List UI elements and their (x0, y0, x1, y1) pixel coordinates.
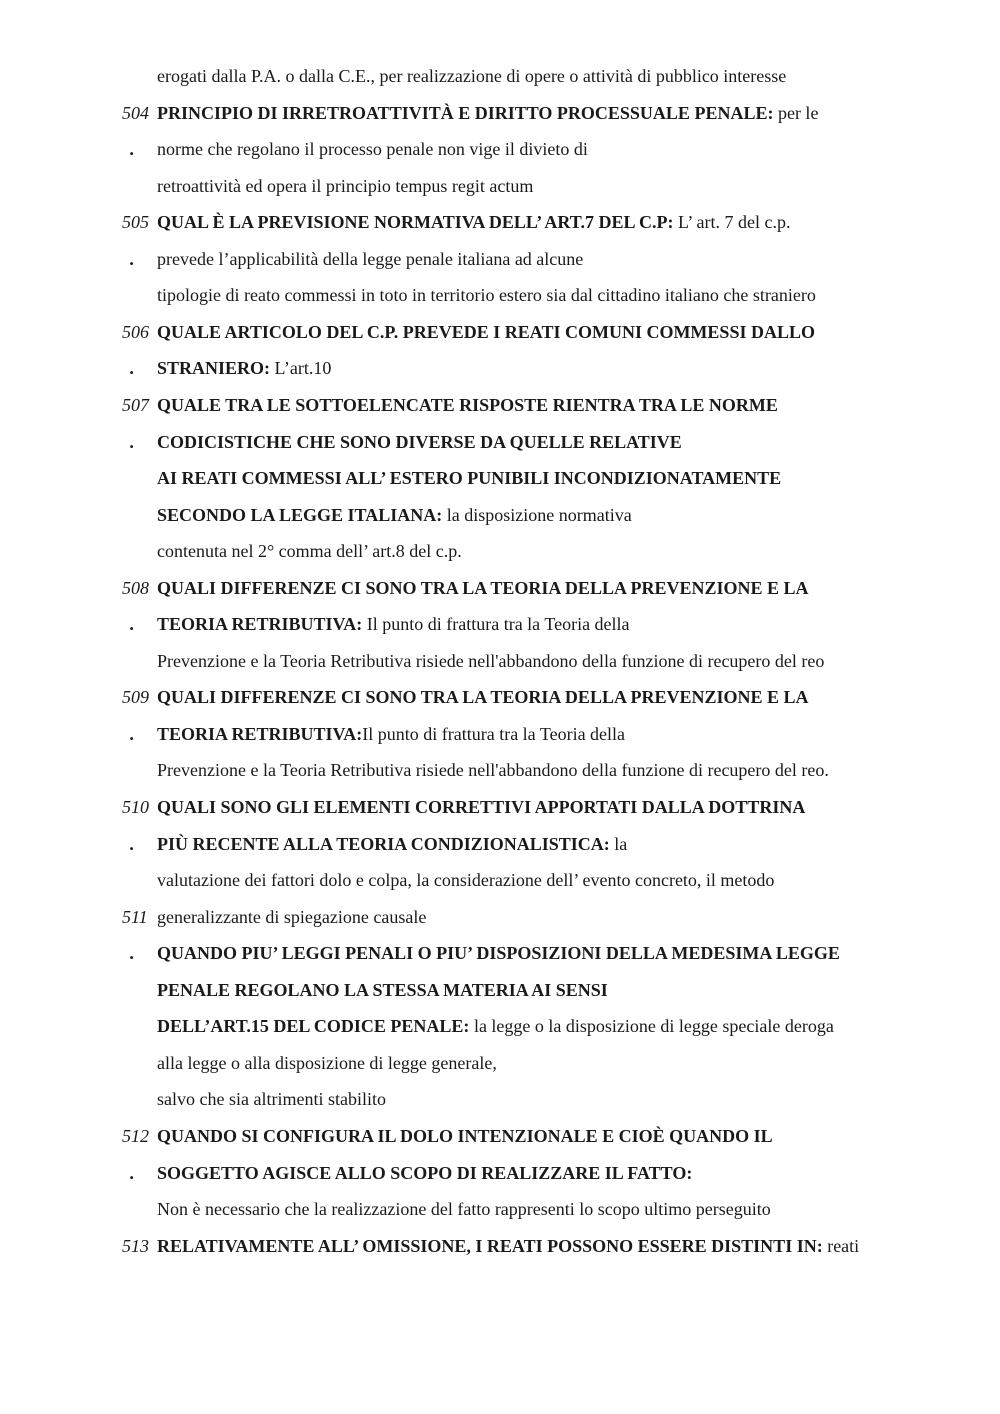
line-text (157, 131, 588, 167)
text-line (0, 643, 1000, 679)
question-text: AI REATI COMMESSI ALL’ ESTERO PUNIBILI INCONDIZIONATAMENTE (157, 468, 782, 489)
question-text: SECONDO LA LEGGE ITALIANA: (157, 504, 443, 525)
line-text (157, 789, 805, 825)
question-number: 505 (122, 212, 149, 233)
line-text (157, 716, 625, 752)
question-number: 510 (122, 797, 149, 817)
answer-text: Non è necessario che la realizzazione del fatto rappresenti lo scopo ultimo perseguito (157, 1199, 771, 1220)
line-text (157, 314, 815, 350)
text-line (0, 1081, 1000, 1117)
answer-text: retroattività ed opera il principio tempus regit actum (157, 175, 534, 196)
question-number: 507 (122, 394, 149, 415)
text-line (0, 606, 1000, 642)
question-number-dot: . (130, 943, 135, 964)
line-text (157, 679, 809, 715)
text-line (0, 899, 1000, 935)
answer-text: norme che regolano il processo penale non vige il divieto di (157, 139, 588, 160)
text-line (0, 1228, 1000, 1264)
question-text: DELL’ART.15 DEL CODICE PENALE: (157, 1016, 470, 1037)
question-number: 513 (122, 1235, 149, 1256)
line-text (157, 95, 818, 131)
question-text: TEORIA RETRIBUTIVA: (157, 614, 363, 635)
text-line (0, 460, 1000, 496)
text-line (0, 1155, 1000, 1191)
answer-text: L’art.10 (270, 358, 332, 379)
line-text (157, 972, 608, 1008)
text-line (0, 350, 1000, 386)
text-line (0, 387, 1000, 423)
text-line (0, 716, 1000, 752)
text-line (0, 826, 1000, 862)
question-text: QUALI DIFFERENZE CI SONO TRA LA TEORIA DELLA PREVENZIONE E LA (157, 577, 809, 598)
question-number: 504 (122, 102, 149, 123)
answer-text: prevede l’applicabilità della legge penale italiana ad alcune (157, 248, 584, 269)
line-text (157, 752, 829, 788)
line-text (157, 899, 426, 935)
answer-text: valutazione dei fattori dolo e colpa, la considerazione dell’ evento concreto, il metodo (157, 870, 775, 891)
text-line (0, 1008, 1000, 1044)
answer-text: reati (822, 1235, 860, 1256)
question-text: SOGGETTO AGISCE ALLO SCOPO DI REALIZZARE IL FATTO: (157, 1162, 693, 1183)
question-number-dot: . (130, 614, 135, 635)
text-line (0, 570, 1000, 606)
question-number: 512 (122, 1125, 149, 1146)
question-text: RELATIVAMENTE ALL’ OMISSIONE, I REATI POSSONO ESSERE DISTINTI IN: (157, 1235, 823, 1256)
question-number-dot: . (130, 723, 135, 744)
line-text (157, 277, 816, 313)
line-text (157, 241, 583, 277)
text-line (0, 1191, 1000, 1227)
answer-text: Prevenzione e la Teoria Retributiva risiede nell'abbandono della funzione di recupero del reo. (157, 760, 829, 781)
answer-text: per le (773, 102, 819, 123)
answer-text: generalizzante di spiegazione causale (157, 906, 427, 927)
text-line (0, 533, 1000, 569)
line-text (157, 497, 632, 533)
question-text: CODICISTICHE CHE SONO DIVERSE DA QUELLE RELATIVE (157, 431, 682, 452)
text-line (0, 95, 1000, 131)
text-line (0, 58, 1000, 94)
text-line (0, 862, 1000, 898)
answer-text: Prevenzione e la Teoria Retributiva risiede nell'abbandono della funzione di recupero del reo (157, 650, 825, 671)
line-text (157, 1118, 773, 1154)
line-text (157, 826, 627, 862)
question-number-dot: . (130, 139, 135, 160)
question-text: QUALI DIFFERENZE CI SONO TRA LA TEORIA DELLA PREVENZIONE E LA (157, 687, 809, 708)
answer-text: alla legge o alla disposizione di legge generale, (157, 1052, 497, 1073)
line-text (157, 1228, 859, 1264)
line-text (157, 460, 781, 496)
question-number-dot: . (130, 358, 135, 379)
question-number-dot: . (130, 1162, 135, 1183)
question-text: QUANDO SI CONFIGURA IL DOLO INTENZIONALE E CIOÈ QUANDO IL (157, 1125, 773, 1146)
question-number: 506 (122, 321, 149, 342)
text-line (0, 241, 1000, 277)
text-line (0, 1118, 1000, 1154)
line-text (157, 1008, 834, 1044)
question-number: 511 (122, 906, 148, 927)
line-text (157, 533, 462, 569)
answer-text: tipologie di reato commessi in toto in territorio estero sia dal cittadino italiano che straniero (157, 285, 816, 306)
question-text: STRANIERO: (157, 358, 271, 379)
answer-text: la legge o la disposizione di legge speciale deroga (469, 1016, 834, 1037)
question-text: TEORIA RETRIBUTIVA: (157, 723, 363, 744)
question-text: QUALE TRA LE SOTTOELENCATE RISPOSTE RIENTRA TRA LE NORME (157, 394, 778, 415)
line-text (157, 1191, 771, 1227)
line-text (157, 168, 533, 204)
line-text (157, 387, 778, 423)
question-text: QUALE ARTICOLO DEL C.P. PREVEDE I REATI COMUNI COMMESSI DALLO (157, 321, 815, 342)
text-line (0, 935, 1000, 971)
question-text: QUAL È LA PREVISIONE NORMATIVA DELL’ ART.7 DEL C.P: (157, 212, 674, 233)
question-number: 509 (122, 687, 149, 708)
answer-text: contenuta nel 2° comma dell’ art.8 del c.p. (157, 541, 462, 562)
line-text (157, 1155, 692, 1191)
text-line (0, 168, 1000, 204)
text-line (0, 972, 1000, 1008)
text-line (0, 314, 1000, 350)
question-text: PIÙ RECENTE ALLA TEORIA CONDIZIONALISTICA: (157, 833, 610, 854)
line-text (157, 935, 840, 971)
text-line (0, 679, 1000, 715)
text-line (0, 424, 1000, 460)
text-line (0, 789, 1000, 825)
line-text (157, 606, 630, 642)
line-text (157, 570, 809, 606)
answer-text: Il punto di frattura tra la Teoria della (362, 614, 630, 635)
question-text: QUANDO PIU’ LEGGI PENALI O PIU’ DISPOSIZIONI DELLA MEDESIMA LEGGE (157, 943, 840, 964)
line-text (157, 58, 786, 94)
question-text: QUALI SONO GLI ELEMENTI CORRETTIVI APPORTATI DALLA DOTTRINA (157, 797, 806, 817)
line-text (157, 862, 774, 898)
answer-text: la (609, 833, 628, 854)
text-line (0, 497, 1000, 533)
text-line (0, 131, 1000, 167)
line-text (157, 204, 790, 240)
answer-text: salvo che sia altrimenti stabilito (157, 1089, 386, 1110)
answer-text: erogati dalla P.A. o dalla C.E., per realizzazione di opere o attività di pubblico interesse (157, 66, 787, 86)
answer-text: L’ art. 7 del c.p. (673, 212, 791, 233)
answer-text: la disposizione normativa (442, 504, 632, 525)
question-number: 508 (122, 577, 149, 598)
text-line (0, 1045, 1000, 1081)
question-number-dot: . (130, 248, 135, 269)
line-text (157, 643, 824, 679)
line-text (157, 350, 331, 386)
question-number-dot: . (130, 833, 135, 854)
line-text (157, 1045, 497, 1081)
text-line (0, 752, 1000, 788)
text-line (0, 277, 1000, 313)
question-number-dot: . (130, 431, 135, 452)
line-text (157, 1081, 386, 1117)
question-text: PENALE REGOLANO LA STESSA MATERIA AI SENSI (157, 979, 608, 1000)
question-text: PRINCIPIO DI IRRETROATTIVITÀ E DIRITTO PROCESSUALE PENALE: (157, 102, 774, 123)
text-line (0, 204, 1000, 240)
line-text (157, 424, 682, 460)
answer-text: Il punto di frattura tra la Teoria della (362, 723, 626, 744)
